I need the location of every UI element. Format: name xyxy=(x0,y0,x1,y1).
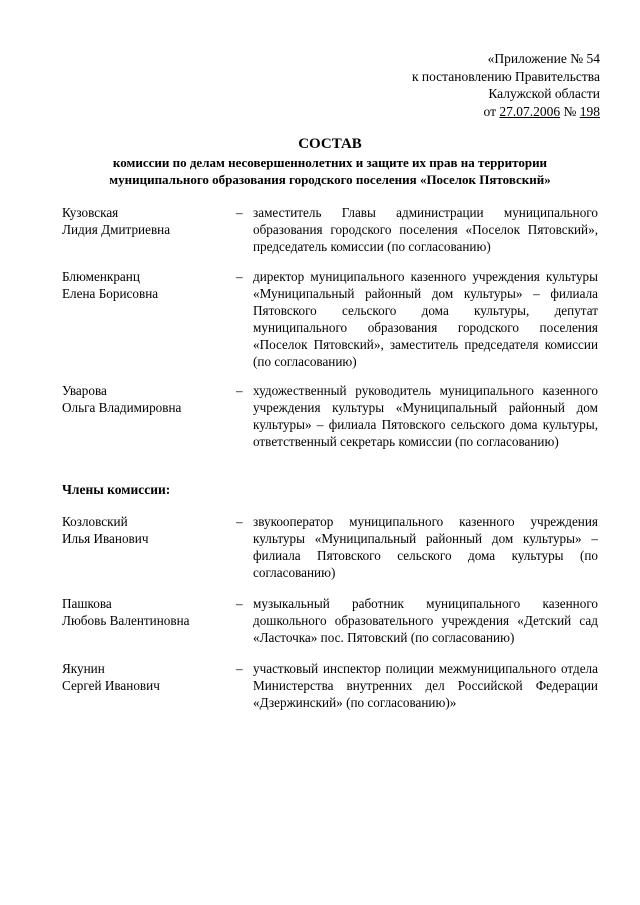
members-heading: Члены комиссии: xyxy=(62,482,171,497)
person-role: звукооператор муниципального казенного учреждения культуры «Муниципальный районный дом культуры» – филиала Пятовского сельского дома культуры (по согласованию) xyxy=(253,514,598,580)
annex-line-1: «Приложение № 54 xyxy=(487,51,600,66)
person-given-names: Елена Борисовна xyxy=(62,286,159,301)
dash: – xyxy=(236,661,243,676)
person-surname: Якунин xyxy=(62,661,105,676)
person-name xyxy=(62,595,227,629)
annex-number: 198 xyxy=(579,103,600,119)
person-name xyxy=(62,513,227,547)
person-given-names: Любовь Валентиновна xyxy=(62,613,190,628)
annex-date-prefix: от xyxy=(483,103,500,119)
dash: – xyxy=(236,514,243,529)
document-subtitle: комиссии по делам несовершеннолетних и защите их прав на территории муниципального образования городского поселения «Поселок Пятовский» xyxy=(109,155,551,187)
person-surname: Козловский xyxy=(62,514,128,529)
document-title: СОСТАВ xyxy=(298,136,362,152)
person-given-names: Ольга Владимировна xyxy=(62,400,182,415)
person-name xyxy=(62,660,227,694)
annex-number-sign: № xyxy=(560,103,580,119)
dash: – xyxy=(236,205,243,220)
person-surname: Уварова xyxy=(62,383,107,398)
person-name xyxy=(62,268,227,302)
person-role: участковый инспектор полиции межмуниципального отдела Министерства внутренних дел Российской Федерации «Дзержинский» (по согласованию)» xyxy=(253,661,598,710)
person-surname: Кузовская xyxy=(62,205,119,220)
annex-date: 27.07.2006 xyxy=(499,103,561,119)
person-role: художественный руководитель муниципального казенного учреждения культуры «Муниципальный районный дом культуры» – филиала Пятовского сельского дома культуры, ответственный секретарь комиссии (по согласованию) xyxy=(253,383,598,449)
person-role: директор муниципального казенного учреждения культуры «Муниципальный районный дом культуры» – филиала Пятовского сельского дома культуры, депутат муниципального образования городского поселения «Поселок Пятовский», заместитель председателя комиссии (по согласованию) xyxy=(253,269,598,369)
annex-line-2: к постановлению Правительства xyxy=(411,68,600,84)
person-surname: Блюменкранц xyxy=(62,269,140,284)
dash: – xyxy=(236,383,243,398)
person-name xyxy=(62,204,227,238)
dash: – xyxy=(236,596,243,611)
person-surname: Пашкова xyxy=(62,596,112,611)
person-role: музыкальный работник муниципального казенного дошкольного образовательного учреждения «Детский сад «Ласточка» пос. Пятовский (по согласованию) xyxy=(253,596,598,645)
person-role: заместитель Главы администрации муниципального образования городского поселения «Поселок Пятовский», председатель комиссии (по согласованию) xyxy=(253,205,598,254)
person-given-names: Лидия Дмитриевна xyxy=(62,222,171,237)
person-given-names: Илья Иванович xyxy=(62,531,149,546)
person-given-names: Сергей Иванович xyxy=(62,678,160,693)
person-name xyxy=(62,382,227,416)
annex-header xyxy=(412,50,600,120)
dash: – xyxy=(236,269,243,284)
annex-line-3: Калужской области xyxy=(488,86,600,101)
annex-line-4 xyxy=(412,103,600,121)
